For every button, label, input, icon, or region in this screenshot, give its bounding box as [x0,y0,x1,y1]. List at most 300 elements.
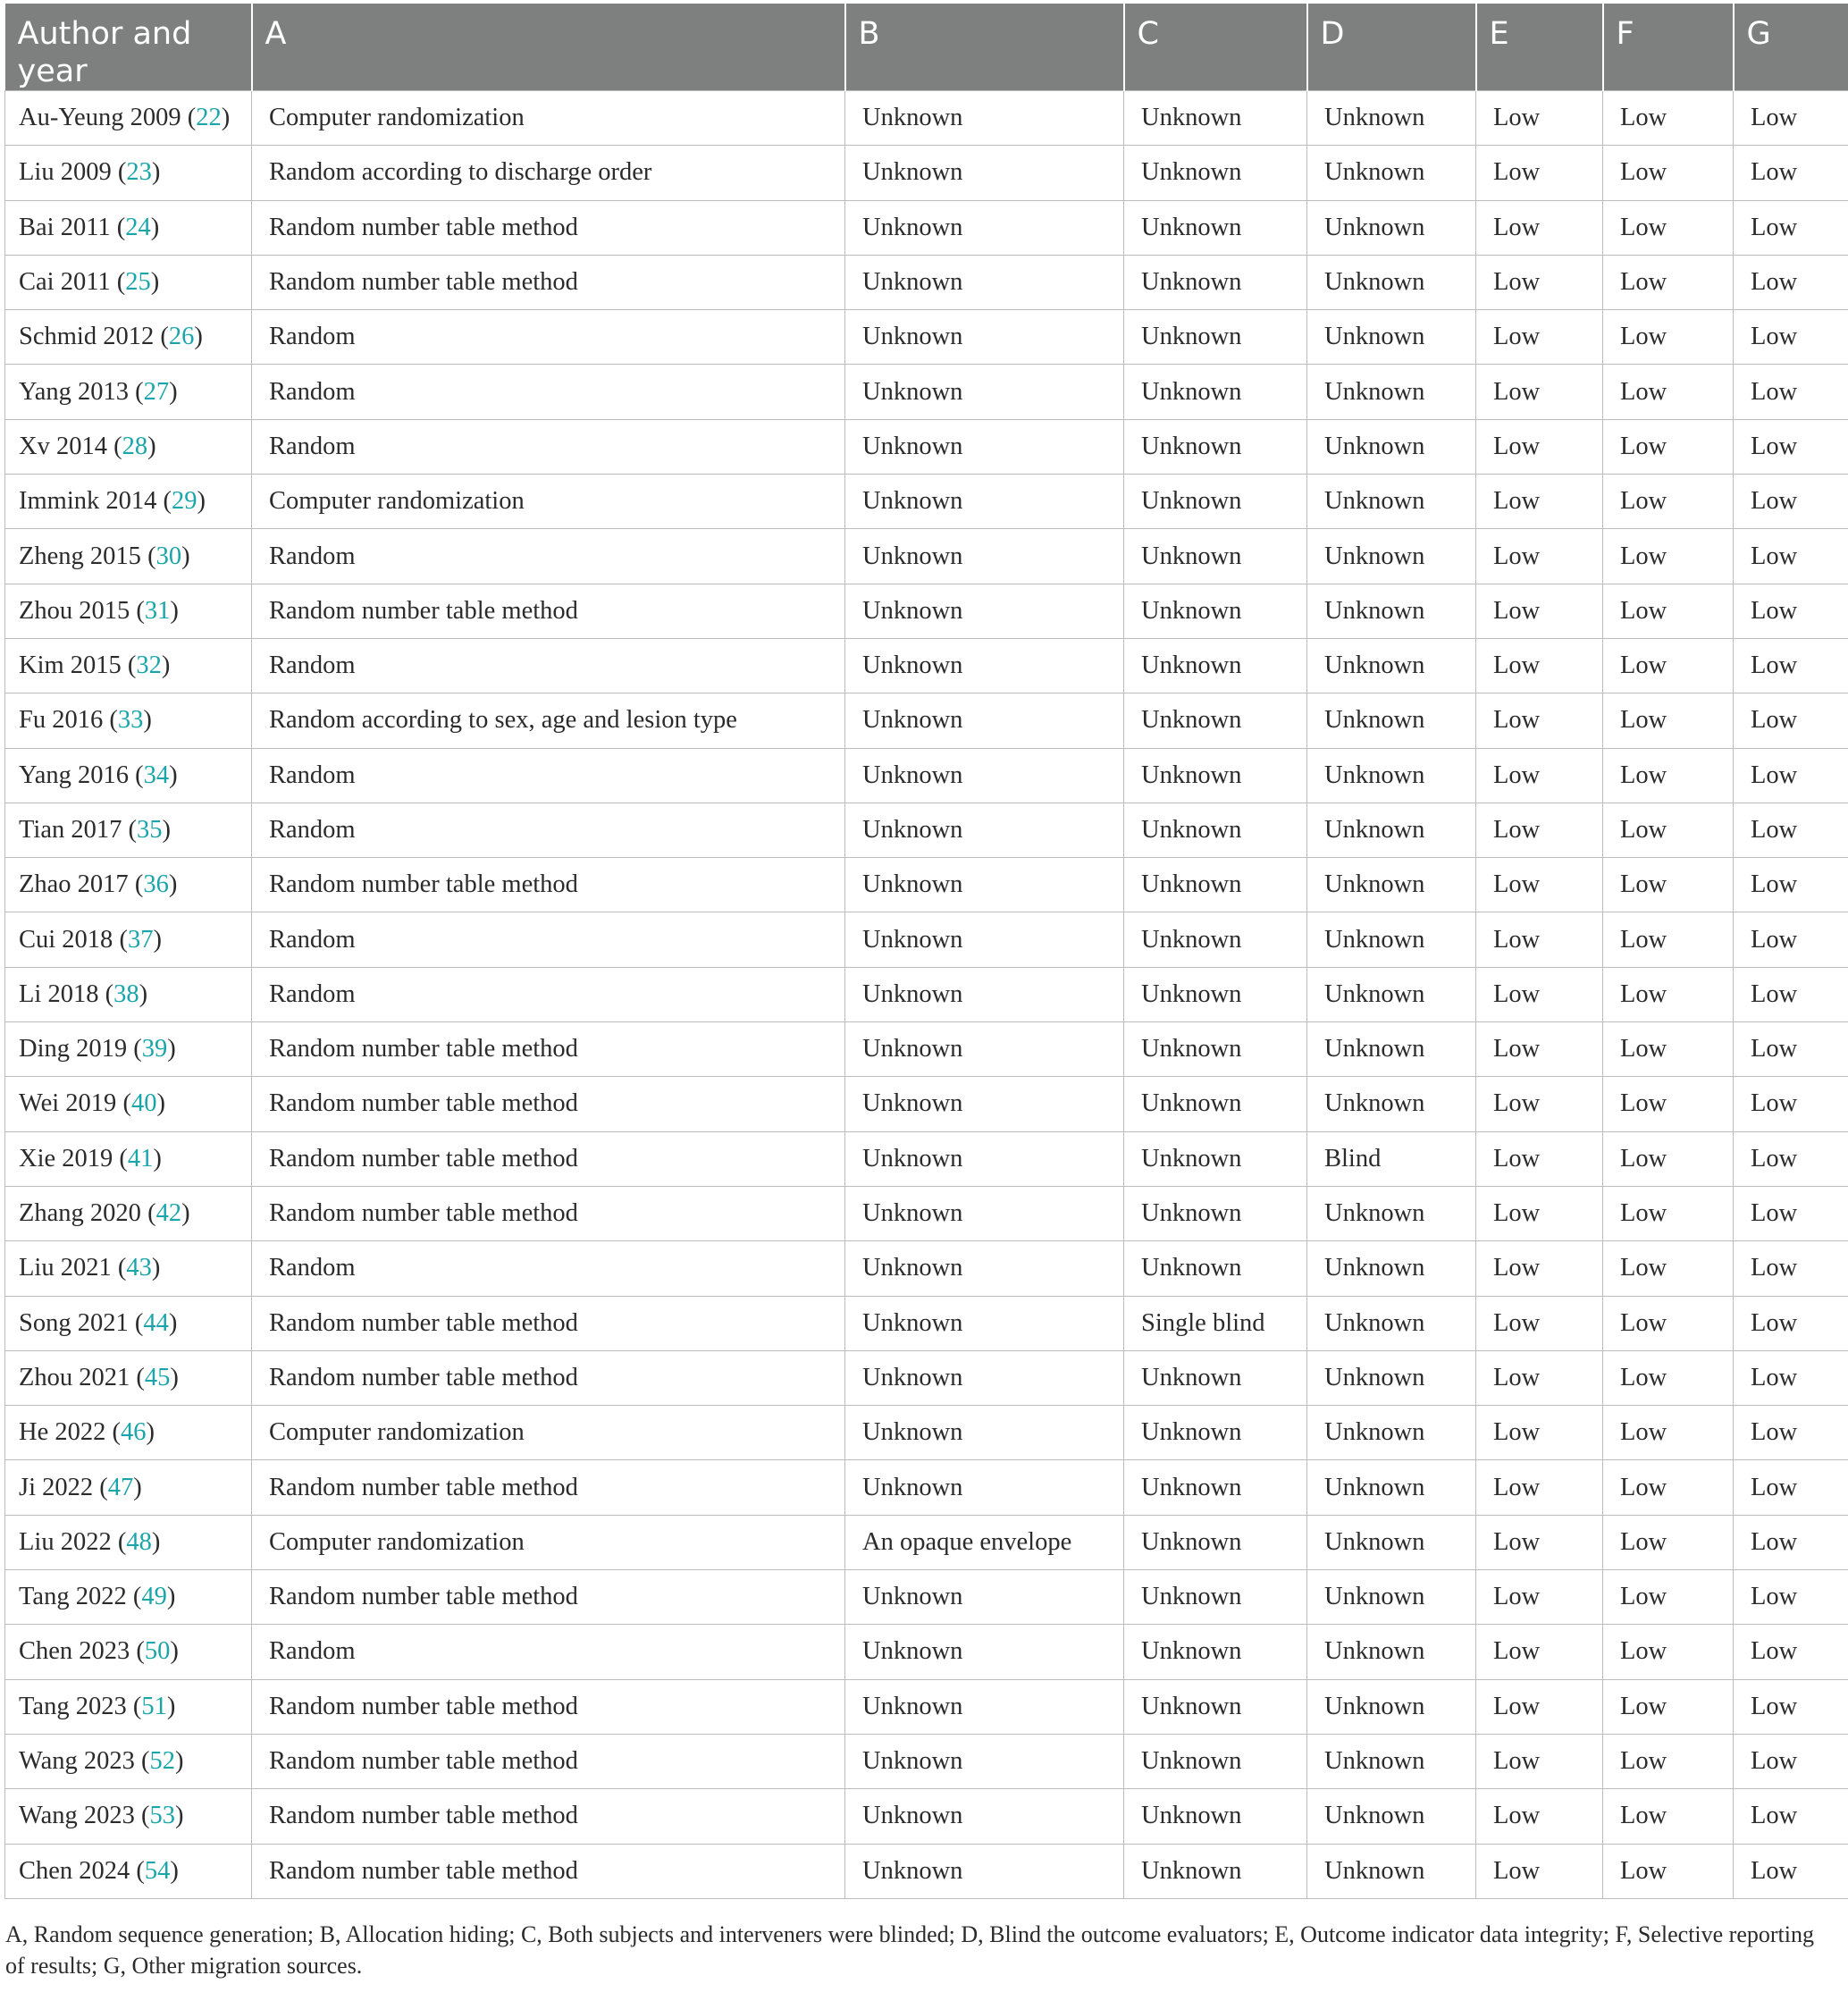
col-b-cell: Unknown [845,967,1124,1021]
col-g-cell: Low [1734,693,1848,748]
col-c-cell: Unknown [1124,1734,1307,1788]
col-b-cell: Unknown [845,584,1124,638]
col-b-cell: Unknown [845,1077,1124,1131]
col-e-cell: Low [1476,1679,1603,1734]
col-d-cell: Unknown [1307,1296,1476,1350]
table-row [5,803,1848,857]
author-year-cell: Wang 2023 (53) [5,1789,252,1844]
col-e-cell: Low [1476,1077,1603,1131]
col-a-cell: Random [252,912,845,967]
col-c-cell: Unknown [1124,200,1307,255]
col-c-cell: Unknown [1124,638,1307,693]
table-row [5,1350,1848,1405]
col-e-cell: Low [1476,1844,1603,1898]
author-year-cell: Zheng 2015 (30) [5,529,252,584]
reference-link[interactable]: 49 [141,1583,167,1611]
col-f-cell: Low [1603,1734,1734,1788]
col-c-cell: Unknown [1124,365,1307,419]
col-e-cell: Low [1476,310,1603,365]
table-row [5,475,1848,529]
author-year-text: Zhou 2015 [19,596,130,625]
col-c-cell: Unknown [1124,1186,1307,1240]
col-g-cell: Low [1734,1460,1848,1515]
table-row [5,255,1848,309]
reference-link[interactable]: 30 [155,542,182,570]
reference-link[interactable]: 39 [141,1035,168,1063]
col-b-cell: Unknown [845,1022,1124,1077]
reference-link[interactable]: 40 [130,1089,157,1118]
col-d-cell: Unknown [1307,967,1476,1021]
reference-link[interactable]: 27 [143,377,170,406]
reference-link[interactable]: 41 [127,1144,154,1173]
col-f-cell: Low [1603,1406,1734,1460]
col-d-cell: Unknown [1307,638,1476,693]
col-f-cell: Low [1603,1241,1734,1296]
col-c-cell: Unknown [1124,310,1307,365]
reference-link[interactable]: 54 [144,1856,171,1885]
reference-link[interactable]: 32 [136,651,162,680]
table-row [5,365,1848,419]
table-row [5,91,1848,146]
author-year-text: Zhao 2017 [19,870,129,899]
col-a-cell: Random [252,748,845,803]
col-b-cell: Unknown [845,1131,1124,1186]
author-year-text: Zhang 2020 [19,1199,141,1228]
reference-link[interactable]: 46 [120,1418,147,1447]
table-row [5,1131,1848,1186]
col-e-cell: Low [1476,475,1603,529]
author-year-text: Tang 2022 [19,1583,127,1611]
author-year-cell: Liu 2021 (43) [5,1241,252,1296]
col-e-cell: Low [1476,912,1603,967]
col-b-cell: Unknown [845,858,1124,912]
col-b-cell: Unknown [845,1679,1124,1734]
col-f-cell: Low [1603,91,1734,146]
col-c-cell: Unknown [1124,693,1307,748]
col-f-cell: Low [1603,638,1734,693]
col-b-cell: Unknown [845,1734,1124,1788]
col-e-cell: Low [1476,1241,1603,1296]
col-e-cell: Low [1476,858,1603,912]
col-e-cell: Low [1476,967,1603,1021]
col-c-cell: Unknown [1124,1131,1307,1186]
table-footnote: A, Random sequence generation; B, Allocation hiding; C, Both subjects and interveners were blinded; D, Blind the outcome evaluators; E, Outcome indicator data integrity; F, Selective reporting of results; G, Other migration sources. [5,1921,1814,1979]
col-d-cell: Unknown [1307,1460,1476,1515]
col-d-cell: Unknown [1307,1077,1476,1131]
table-row [5,1241,1848,1296]
header-a: A [252,4,845,91]
author-year-text: Li 2018 [19,979,99,1008]
author-year-cell: Cui 2018 (37) [5,912,252,967]
col-d-cell: Unknown [1307,1625,1476,1679]
col-g-cell: Low [1734,255,1848,309]
table-header-row [5,4,1848,91]
col-a-cell: Random [252,419,845,474]
col-d-cell: Unknown [1307,1679,1476,1734]
reference-link[interactable]: 24 [125,213,151,241]
col-b-cell: Unknown [845,748,1124,803]
col-g-cell: Low [1734,1296,1848,1350]
table-row [5,1515,1848,1569]
col-e-cell: Low [1476,255,1603,309]
author-year-text: Cui 2018 [19,925,113,954]
author-year-cell: Li 2018 (38) [5,967,252,1021]
table-row [5,1296,1848,1350]
reference-link[interactable]: 25 [125,268,151,297]
col-c-cell: Unknown [1124,967,1307,1021]
col-a-cell: Random [252,365,845,419]
col-c-cell: Unknown [1124,858,1307,912]
col-f-cell: Low [1603,1515,1734,1569]
col-g-cell: Low [1734,365,1848,419]
col-c-cell: Unknown [1124,1460,1307,1515]
table-row [5,1186,1848,1240]
col-b-cell: Unknown [845,1241,1124,1296]
author-year-text: Xv 2014 [19,432,107,460]
reference-link[interactable]: 37 [127,925,154,954]
col-e-cell: Low [1476,1460,1603,1515]
reference-link[interactable]: 36 [143,870,169,899]
reference-link[interactable]: 31 [144,596,171,625]
reference-link[interactable]: 28 [122,432,148,460]
col-d-cell: Unknown [1307,1406,1476,1460]
reference-link[interactable]: 38 [113,979,139,1008]
col-d-cell: Unknown [1307,858,1476,912]
reference-link[interactable]: 44 [143,1308,169,1337]
table-row [5,1734,1848,1788]
table-row [5,1077,1848,1131]
author-year-text: Zhou 2021 [19,1363,130,1391]
table-row [5,146,1848,200]
col-d-cell: Unknown [1307,1515,1476,1569]
header-b: B [845,4,1124,91]
col-e-cell: Low [1476,1296,1603,1350]
col-g-cell: Low [1734,419,1848,474]
author-year-text: Ding 2019 [19,1035,128,1063]
col-a-cell: Random number table method [252,858,845,912]
col-f-cell: Low [1603,1789,1734,1844]
col-d-cell: Unknown [1307,146,1476,200]
table-row [5,419,1848,474]
col-b-cell: Unknown [845,419,1124,474]
col-b-cell: Unknown [845,146,1124,200]
header-c: C [1124,4,1307,91]
col-e-cell: Low [1476,200,1603,255]
col-g-cell: Low [1734,475,1848,529]
author-year-text: Schmid 2012 [19,323,155,351]
reference-link[interactable]: 23 [126,158,152,187]
author-year-text: Bai 2011 [19,213,111,241]
col-g-cell: Low [1734,584,1848,638]
col-b-cell: Unknown [845,255,1124,309]
col-f-cell: Low [1603,310,1734,365]
reference-link[interactable]: 48 [126,1527,152,1556]
col-d-cell: Unknown [1307,1186,1476,1240]
col-c-cell: Unknown [1124,1022,1307,1077]
col-c-cell: Unknown [1124,1515,1307,1569]
col-d-cell: Unknown [1307,365,1476,419]
col-a-cell: Computer randomization [252,1515,845,1569]
risk-of-bias-table-container [4,4,1848,1899]
col-d-cell: Unknown [1307,803,1476,857]
col-g-cell: Low [1734,1077,1848,1131]
col-b-cell: Unknown [845,1844,1124,1898]
col-a-cell: Random number table method [252,584,845,638]
reference-link[interactable]: 22 [196,104,222,132]
col-g-cell: Low [1734,200,1848,255]
col-g-cell: Low [1734,748,1848,803]
col-c-cell: Unknown [1124,1077,1307,1131]
col-e-cell: Low [1476,1570,1603,1625]
col-f-cell: Low [1603,255,1734,309]
reference-link[interactable]: 34 [143,761,170,789]
reference-link[interactable]: 42 [155,1199,182,1228]
col-d-cell: Unknown [1307,1734,1476,1788]
col-e-cell: Low [1476,529,1603,584]
col-b-cell: Unknown [845,1350,1124,1405]
col-d-cell: Unknown [1307,529,1476,584]
author-year-text: Wang 2023 [19,1802,135,1830]
col-b-cell: Unknown [845,365,1124,419]
col-b-cell: Unknown [845,912,1124,967]
col-d-cell: Unknown [1307,1241,1476,1296]
col-e-cell: Low [1476,1022,1603,1077]
col-b-cell: Unknown [845,310,1124,365]
author-year-cell: Chen 2023 (50) [5,1625,252,1679]
col-f-cell: Low [1603,419,1734,474]
table-row [5,748,1848,803]
col-f-cell: Low [1603,200,1734,255]
col-f-cell: Low [1603,1186,1734,1240]
col-a-cell: Random number table method [252,1679,845,1734]
risk-of-bias-table [4,4,1848,1899]
table-row [5,1460,1848,1515]
col-d-cell: Unknown [1307,748,1476,803]
author-year-text: Liu 2021 [19,1254,112,1282]
col-c-cell: Unknown [1124,1350,1307,1405]
col-c-cell: Unknown [1124,419,1307,474]
col-c-cell: Unknown [1124,1406,1307,1460]
author-year-text: Au-Yeung 2009 [19,104,181,132]
col-g-cell: Low [1734,1022,1848,1077]
author-year-cell: He 2022 (46) [5,1406,252,1460]
col-f-cell: Low [1603,1570,1734,1625]
author-year-cell: Bai 2011 (24) [5,200,252,255]
col-c-cell: Single blind [1124,1296,1307,1350]
col-b-cell: Unknown [845,693,1124,748]
col-g-cell: Low [1734,912,1848,967]
col-f-cell: Low [1603,858,1734,912]
col-f-cell: Low [1603,748,1734,803]
author-year-cell: Schmid 2012 (26) [5,310,252,365]
col-f-cell: Low [1603,1131,1734,1186]
table-body [5,91,1848,1899]
col-a-cell: Random number table method [252,1570,845,1625]
col-f-cell: Low [1603,1844,1734,1898]
author-year-text: Fu 2016 [19,706,104,735]
col-d-cell: Unknown [1307,912,1476,967]
col-d-cell: Unknown [1307,584,1476,638]
col-a-cell: Random [252,1625,845,1679]
col-b-cell: Unknown [845,200,1124,255]
col-f-cell: Low [1603,1460,1734,1515]
col-f-cell: Low [1603,1679,1734,1734]
author-year-text: Ji 2022 [19,1473,94,1501]
col-e-cell: Low [1476,638,1603,693]
reference-link[interactable]: 33 [117,706,144,735]
col-a-cell: Random [252,529,845,584]
col-b-cell: Unknown [845,475,1124,529]
col-a-cell: Random number table method [252,1077,845,1131]
col-c-cell: Unknown [1124,1570,1307,1625]
col-e-cell: Low [1476,1625,1603,1679]
col-d-cell: Unknown [1307,1844,1476,1898]
author-year-cell: Zhou 2015 (31) [5,584,252,638]
col-a-cell: Random [252,638,845,693]
col-d-cell: Unknown [1307,693,1476,748]
col-d-cell: Unknown [1307,1789,1476,1844]
col-g-cell: Low [1734,1570,1848,1625]
author-year-text: Wang 2023 [19,1747,135,1776]
col-e-cell: Low [1476,693,1603,748]
author-year-cell: Tang 2023 (51) [5,1679,252,1734]
author-year-cell: Xv 2014 (28) [5,419,252,474]
col-a-cell: Random number table method [252,1186,845,1240]
col-a-cell: Random number table method [252,1131,845,1186]
col-b-cell: Unknown [845,91,1124,146]
author-year-cell: Zhou 2021 (45) [5,1350,252,1405]
col-e-cell: Low [1476,803,1603,857]
author-year-cell: Zhao 2017 (36) [5,858,252,912]
col-a-cell: Random number table method [252,1734,845,1788]
col-g-cell: Low [1734,1131,1848,1186]
author-year-cell: Yang 2016 (34) [5,748,252,803]
col-d-cell: Unknown [1307,419,1476,474]
col-a-cell: Random number table method [252,1460,845,1515]
col-c-cell: Unknown [1124,584,1307,638]
author-year-text: Liu 2009 [19,158,112,187]
table-row [5,1844,1848,1898]
table-row [5,584,1848,638]
header-e: E [1476,4,1603,91]
table-row [5,1022,1848,1077]
reference-link[interactable]: 53 [149,1802,176,1830]
col-c-cell: Unknown [1124,1844,1307,1898]
author-year-cell: Song 2021 (44) [5,1296,252,1350]
col-f-cell: Low [1603,584,1734,638]
col-g-cell: Low [1734,91,1848,146]
table-row [5,310,1848,365]
reference-link[interactable]: 29 [172,487,197,516]
col-d-cell: Unknown [1307,475,1476,529]
reference-link[interactable]: 47 [107,1473,134,1501]
author-year-cell: Yang 2013 (27) [5,365,252,419]
col-g-cell: Low [1734,638,1848,693]
table-row [5,858,1848,912]
col-e-cell: Low [1476,1789,1603,1844]
col-b-cell: Unknown [845,1296,1124,1350]
reference-link[interactable]: 51 [141,1692,167,1720]
col-d-cell: Unknown [1307,310,1476,365]
reference-link[interactable]: 52 [149,1747,176,1776]
col-b-cell: Unknown [845,638,1124,693]
col-a-cell: Computer randomization [252,91,845,146]
reference-link[interactable]: 26 [168,323,195,351]
col-c-cell: Unknown [1124,475,1307,529]
author-year-cell: Xie 2019 (41) [5,1131,252,1186]
reference-link[interactable]: 35 [136,816,163,844]
col-f-cell: Low [1603,693,1734,748]
author-year-cell: Wang 2023 (52) [5,1734,252,1788]
col-d-cell: Blind [1307,1131,1476,1186]
author-year-text: Wei 2019 [19,1089,117,1118]
col-e-cell: Low [1476,91,1603,146]
table-row [5,529,1848,584]
col-g-cell: Low [1734,1406,1848,1460]
col-b-cell: Unknown [845,1625,1124,1679]
col-f-cell: Low [1603,475,1734,529]
author-year-text: Cai 2011 [19,268,111,297]
col-e-cell: Low [1476,365,1603,419]
author-year-cell: Immink 2014 (29) [5,475,252,529]
col-a-cell: Random number table method [252,1789,845,1844]
header-d: D [1307,4,1476,91]
col-g-cell: Low [1734,1241,1848,1296]
header-g: G [1734,4,1848,91]
col-g-cell: Low [1734,967,1848,1021]
col-d-cell: Unknown [1307,1570,1476,1625]
author-year-text: Kim 2015 [19,651,122,680]
author-year-cell: Tian 2017 (35) [5,803,252,857]
col-g-cell: Low [1734,1625,1848,1679]
table-row [5,912,1848,967]
col-e-cell: Low [1476,419,1603,474]
col-a-cell: Random according to sex, age and lesion type [252,693,845,748]
reference-link[interactable]: 45 [144,1363,171,1391]
author-year-text: Yang 2016 [19,761,130,789]
col-f-cell: Low [1603,803,1734,857]
col-e-cell: Low [1476,1186,1603,1240]
author-year-cell: Zhang 2020 (42) [5,1186,252,1240]
author-year-text: Zheng 2015 [19,542,141,570]
header-author-and-year: Author and year [5,4,252,91]
table-row [5,967,1848,1021]
author-year-cell: Tang 2022 (49) [5,1570,252,1625]
col-b-cell: Unknown [845,1186,1124,1240]
author-year-text: He 2022 [19,1418,106,1447]
col-g-cell: Low [1734,529,1848,584]
reference-link[interactable]: 50 [144,1637,171,1666]
col-g-cell: Low [1734,1515,1848,1569]
col-a-cell: Random number table method [252,1350,845,1405]
col-f-cell: Low [1603,1077,1734,1131]
col-a-cell: Computer randomization [252,475,845,529]
col-f-cell: Low [1603,1625,1734,1679]
table-row [5,1679,1848,1734]
col-g-cell: Low [1734,803,1848,857]
col-c-cell: Unknown [1124,1789,1307,1844]
col-f-cell: Low [1603,1296,1734,1350]
col-c-cell: Unknown [1124,146,1307,200]
col-d-cell: Unknown [1307,1022,1476,1077]
col-b-cell: Unknown [845,1460,1124,1515]
col-a-cell: Random [252,803,845,857]
reference-link[interactable]: 43 [126,1254,152,1282]
author-year-text: Song 2021 [19,1308,129,1337]
col-c-cell: Unknown [1124,1679,1307,1734]
author-year-cell: Chen 2024 (54) [5,1844,252,1898]
col-c-cell: Unknown [1124,1241,1307,1296]
